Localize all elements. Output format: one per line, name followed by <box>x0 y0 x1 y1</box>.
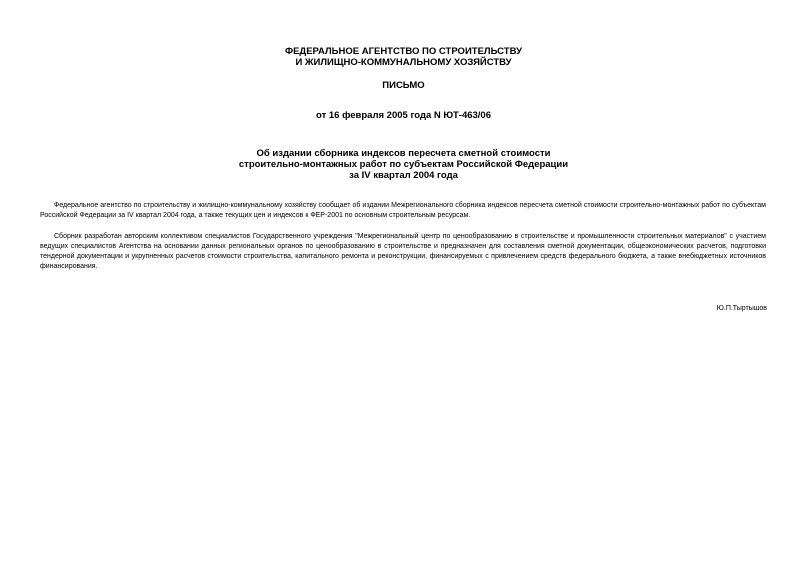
subject-line-3: за IV квартал 2004 года <box>349 170 458 181</box>
signature-name: Ю.П.Тыртышов <box>716 305 767 312</box>
subject-line-2: строительно-монтажных работ по субъектам Российской Федерации <box>238 159 569 170</box>
subject-line-1: Об издании сборника индексов пересчета сметной стоимости <box>256 148 551 159</box>
document-date-number: от 16 февраля 2005 года N ЮТ-463/06 <box>316 110 491 121</box>
document-subject <box>0 148 807 181</box>
body-paragraph-2: Сборник разработан авторским коллективом специалистов Государственного учреждения "Межрегиональный центр по ценообразованию в строительстве и промышленности строительных материалов" с участием ведущих специалистов Агентства на основании данных региональных органов по ценообразованию в строительстве и предназначен для составления сметной документации, общеэкономических расчетов, подготовки тендерной документации и укрупненных расчетов стоимости строительства, капитального ремонта и реконструкции, финансируемых с привлечением средств федерального бюджета, а также внебюджетных источников финансирования. <box>40 233 766 270</box>
agency-name <box>0 46 807 68</box>
agency-name-line-1: ФЕДЕРАЛЬНОЕ АГЕНТСТВО ПО СТРОИТЕЛЬСТВУ <box>284 46 523 57</box>
body-paragraph-1: Федеральное агентство по строительству и жилищно-коммунальному хозяйству сообщает об издании Межрегионального сборника индексов пересчета сметной стоимости строительно-монтажных работ по субъектам Российской Федерации за IV квартал 2004 года, а также текущих цен и индексов к ФЕР-2001 по основным строительным ресурсам. <box>40 202 766 219</box>
agency-name-line-2: И ЖИЛИЩНО-КОММУНАЛЬНОМУ ХОЗЯЙСТВУ <box>295 57 512 68</box>
document-type: ПИСЬМО <box>382 80 425 91</box>
